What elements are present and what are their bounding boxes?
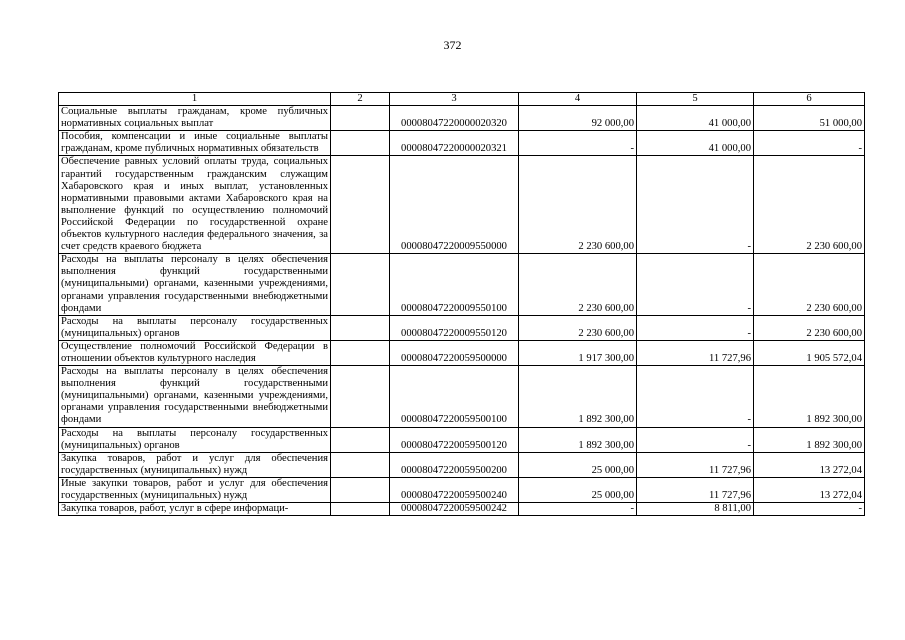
row-value-5-cell: - bbox=[637, 366, 754, 427]
row-name-cell: Расходы на выплаты персоналу государственных (муниципальных) органов bbox=[59, 315, 331, 340]
row-col2-cell bbox=[331, 106, 390, 131]
row-value-4-cell: 25 000,00 bbox=[519, 477, 637, 502]
row-col2-cell bbox=[331, 254, 390, 315]
row-value-4-cell: - bbox=[519, 131, 637, 156]
row-name-cell: Обеспечение равных условий оплаты труда, социальных гарантий государственным гражданским служащим Хабаровского края и иных выплат, установленных нормативными правовыми актами Хабаровского края на выполнение функций по осуществлению полномочий Российской Федерации по государственной охране объектов культурного наследия федерального значения, за счет средств краевого бюджета bbox=[59, 156, 331, 254]
row-value-6-cell: 1 905 572,04 bbox=[754, 340, 865, 365]
col-header-5: 5 bbox=[637, 93, 754, 106]
table-row bbox=[59, 366, 865, 427]
col-header-6: 6 bbox=[754, 93, 865, 106]
table-row bbox=[59, 106, 865, 131]
page-number: 372 bbox=[443, 38, 462, 52]
row-name-cell: Расходы на выплаты персоналу государственных (муниципальных) органов bbox=[59, 427, 331, 452]
col-header-4: 4 bbox=[519, 93, 637, 106]
row-value-4-cell: - bbox=[519, 503, 637, 516]
row-code-cell: 00008047220059500240 bbox=[390, 477, 519, 502]
row-code-cell: 00008047220059500242 bbox=[390, 503, 519, 516]
table-row bbox=[59, 452, 865, 477]
table-row bbox=[59, 427, 865, 452]
col-header-1: 1 bbox=[59, 93, 331, 106]
row-code-cell: 00008047220009550120 bbox=[390, 315, 519, 340]
row-col2-cell bbox=[331, 503, 390, 516]
table-row bbox=[59, 315, 865, 340]
row-name-cell: Социальные выплаты гражданам, кроме публичных нормативных социальных выплат bbox=[59, 106, 331, 131]
row-value-5-cell: - bbox=[637, 254, 754, 315]
row-code-cell: 00008047220000020320 bbox=[390, 106, 519, 131]
row-value-6-cell: 2 230 600,00 bbox=[754, 156, 865, 254]
row-value-4-cell: 2 230 600,00 bbox=[519, 315, 637, 340]
row-code-cell: 00008047220059500200 bbox=[390, 452, 519, 477]
row-code-cell: 00008047220059500100 bbox=[390, 366, 519, 427]
row-col2-cell bbox=[331, 452, 390, 477]
row-name-cell: Закупка товаров, работ и услуг для обеспечения государственных (муниципальных) нужд bbox=[59, 452, 331, 477]
row-value-5-cell: 8 811,00 bbox=[637, 503, 754, 516]
row-name-cell: Расходы на выплаты персоналу в целях обеспечения выполнения функций государственными (муниципальными) органами, казенными учреждениями, органами управления государственными внебюджетными фондами bbox=[59, 254, 331, 315]
row-col2-cell bbox=[331, 366, 390, 427]
row-value-4-cell: 2 230 600,00 bbox=[519, 156, 637, 254]
row-code-cell: 00008047220059500120 bbox=[390, 427, 519, 452]
row-col2-cell bbox=[331, 477, 390, 502]
row-value-4-cell: 25 000,00 bbox=[519, 452, 637, 477]
row-value-6-cell: 2 230 600,00 bbox=[754, 315, 865, 340]
row-value-6-cell: 13 272,04 bbox=[754, 452, 865, 477]
row-value-6-cell: - bbox=[754, 131, 865, 156]
row-value-5-cell: - bbox=[637, 156, 754, 254]
col-header-2: 2 bbox=[331, 93, 390, 106]
table-row bbox=[59, 503, 865, 516]
row-col2-cell bbox=[331, 131, 390, 156]
row-code-cell: 00008047220009550000 bbox=[390, 156, 519, 254]
table-row bbox=[59, 477, 865, 502]
row-col2-cell bbox=[331, 315, 390, 340]
table-row bbox=[59, 340, 865, 365]
row-name-cell: Иные закупки товаров, работ и услуг для обеспечения государственных (муниципальных) нужд bbox=[59, 477, 331, 502]
row-value-5-cell: 11 727,96 bbox=[637, 452, 754, 477]
row-code-cell: 00008047220000020321 bbox=[390, 131, 519, 156]
row-value-4-cell: 92 000,00 bbox=[519, 106, 637, 131]
row-value-6-cell: 13 272,04 bbox=[754, 477, 865, 502]
row-name-cell: Осуществление полномочий Российской Федерации в отношении объектов культурного наследия bbox=[59, 340, 331, 365]
row-value-6-cell: 2 230 600,00 bbox=[754, 254, 865, 315]
row-value-4-cell: 2 230 600,00 bbox=[519, 254, 637, 315]
header-row bbox=[59, 93, 865, 106]
row-col2-cell bbox=[331, 427, 390, 452]
row-value-5-cell: 11 727,96 bbox=[637, 477, 754, 502]
table-row bbox=[59, 131, 865, 156]
row-name-cell: Расходы на выплаты персоналу в целях обеспечения выполнения функций государственными (муниципальными) органами, казенными учреждениями, органами управления государственными внебюджетными фондами bbox=[59, 366, 331, 427]
row-value-4-cell: 1 892 300,00 bbox=[519, 366, 637, 427]
row-value-4-cell: 1 917 300,00 bbox=[519, 340, 637, 365]
col-header-3: 3 bbox=[390, 93, 519, 106]
row-value-5-cell: 11 727,96 bbox=[637, 340, 754, 365]
row-name-cell: Пособия, компенсации и иные социальные выплаты гражданам, кроме публичных нормативных обязательств bbox=[59, 131, 331, 156]
row-value-5-cell: - bbox=[637, 427, 754, 452]
row-value-5-cell: 41 000,00 bbox=[637, 131, 754, 156]
row-code-cell: 00008047220059500000 bbox=[390, 340, 519, 365]
row-value-6-cell: 51 000,00 bbox=[754, 106, 865, 131]
row-value-5-cell: - bbox=[637, 315, 754, 340]
table-row bbox=[59, 156, 865, 254]
row-value-6-cell: 1 892 300,00 bbox=[754, 366, 865, 427]
row-value-4-cell: 1 892 300,00 bbox=[519, 427, 637, 452]
row-code-cell: 00008047220009550100 bbox=[390, 254, 519, 315]
row-col2-cell bbox=[331, 340, 390, 365]
table-row bbox=[59, 254, 865, 315]
row-col2-cell bbox=[331, 156, 390, 254]
row-value-6-cell: - bbox=[754, 503, 865, 516]
row-name-cell: Закупка товаров, работ, услуг в сфере информаци- bbox=[59, 503, 331, 516]
row-value-6-cell: 1 892 300,00 bbox=[754, 427, 865, 452]
budget-table bbox=[58, 92, 865, 516]
row-value-5-cell: 41 000,00 bbox=[637, 106, 754, 131]
